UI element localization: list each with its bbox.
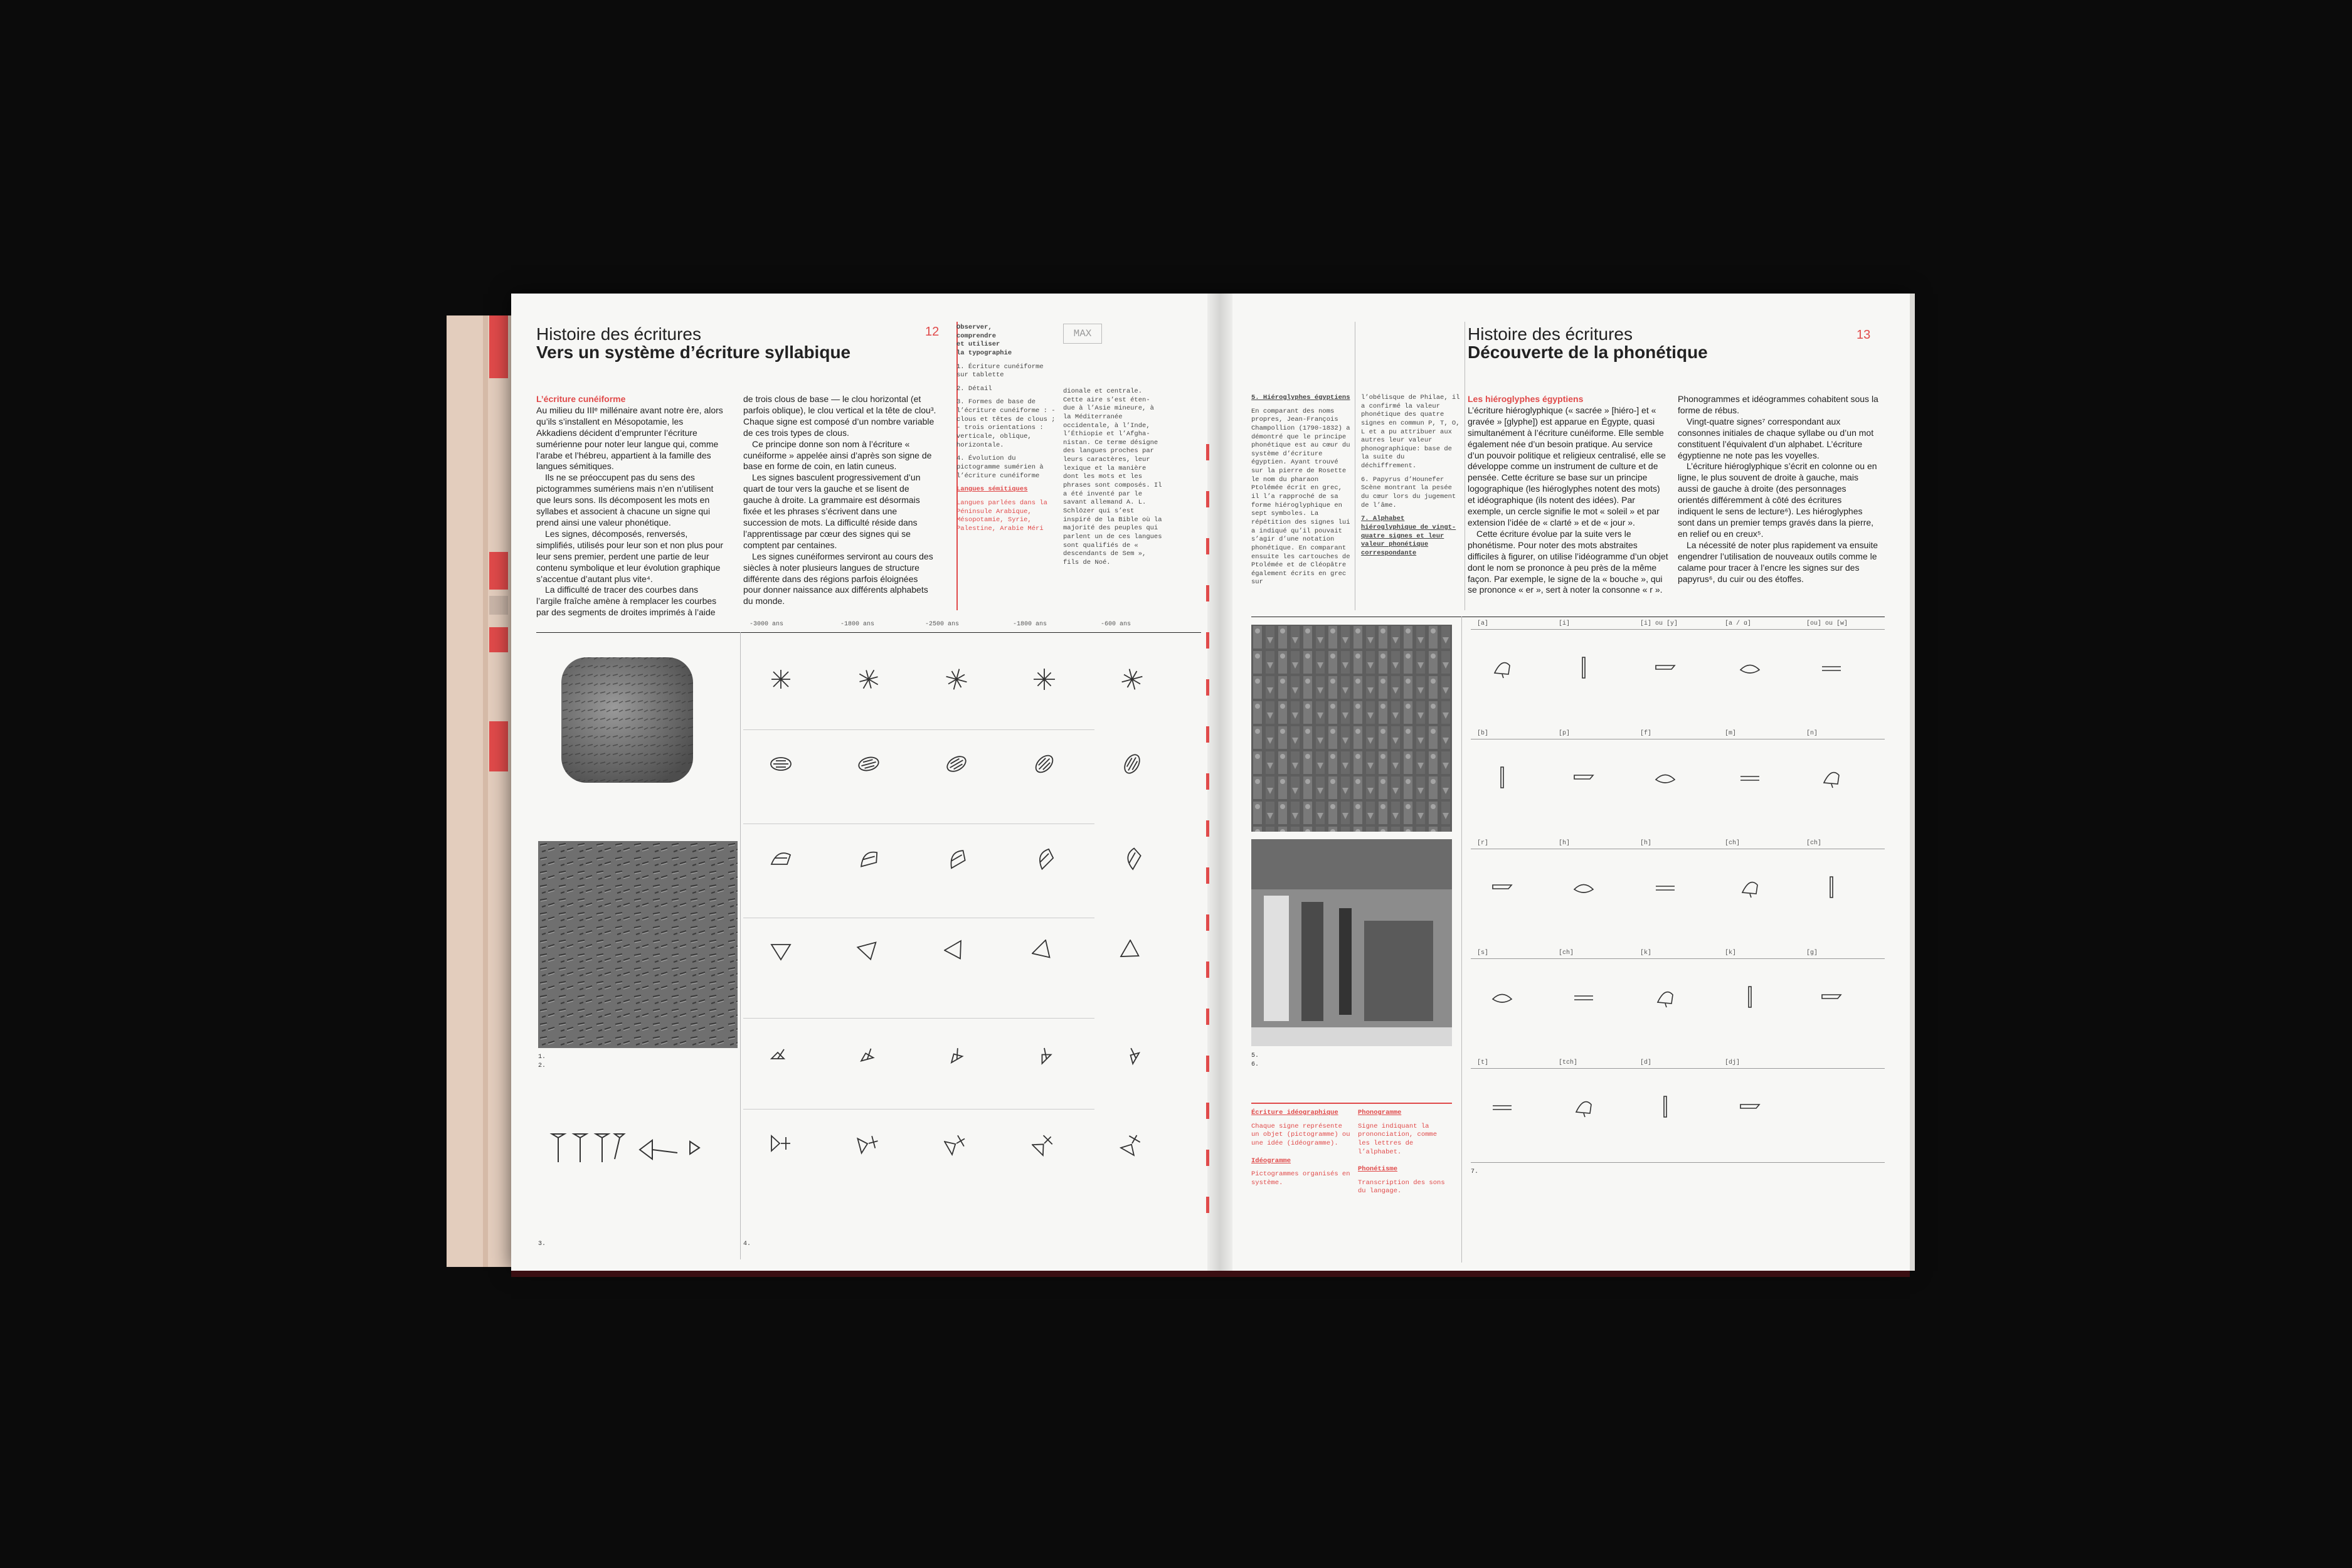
- red-tab-marker: [489, 721, 508, 771]
- cuneiform-glyph: [1120, 940, 1151, 971]
- cuneiform-glyph: [944, 667, 975, 698]
- hieroglyph-sign: [1571, 874, 1609, 905]
- definition-term: Phonétisme: [1358, 1165, 1398, 1173]
- phonetic-value-label: [h]: [1640, 840, 1652, 847]
- phon-row-rule: [1471, 958, 1885, 959]
- cuneiform-glyph: [768, 940, 800, 971]
- red-tab-marker: [489, 627, 508, 652]
- page-stack-edge: [447, 315, 516, 1267]
- margin-notes-right-col2: [1361, 394, 1461, 563]
- definition-term: Phonogramme: [1358, 1109, 1402, 1116]
- cuneiform-glyph: [1120, 667, 1151, 698]
- binding-stitch: [1206, 1150, 1209, 1166]
- cuneiform-glyph: [1120, 1040, 1151, 1071]
- cuneiform-glyph: [1120, 1131, 1151, 1162]
- definition-text: Chaque signe représente un objet (pictogramme) ou une idée (idéogramme).: [1251, 1122, 1350, 1147]
- image-col-divider: [740, 632, 741, 1259]
- hieroglyph-sign: [1571, 654, 1609, 686]
- hieroglyph-sign: [1490, 764, 1527, 795]
- margin-notes-right: [1251, 394, 1352, 592]
- title-line2: Vers un système d’écriture syllabique: [536, 342, 851, 363]
- binding-stitch: [1206, 1009, 1209, 1025]
- cuneiform-glyph: [944, 1131, 975, 1162]
- margin-item: 6. Papyrus d’Hounefer Scène montrant la pesée du cœur lors du jugement de l’âme.: [1361, 475, 1456, 509]
- hieroglyph-sign: [1737, 983, 1775, 1015]
- title-line1: Histoire des écritures: [536, 324, 701, 344]
- phonetic-value-label: [m]: [1725, 730, 1737, 737]
- hieroglyph-sign: [1490, 874, 1527, 905]
- margin-item: 4. Évolution du pictogramme sumérien à l’écriture cunéiforme: [956, 455, 1044, 480]
- hieroglyph-sign: [1653, 764, 1690, 795]
- phonetic-value-label: [tch]: [1559, 1059, 1578, 1066]
- paragraph: La difficulté de tracer des courbes dans l’argile fraîche amène à remplacer les courbes par des segments de droites imprimés à l’aide: [536, 585, 717, 618]
- cuneiform-glyph: [856, 667, 887, 698]
- glyph-row-rule: [743, 729, 1094, 730]
- hieroglyph-sign: [1653, 983, 1690, 1015]
- cuneiform-glyph: [944, 845, 975, 877]
- phonetic-value-label: [a]: [1477, 620, 1489, 627]
- binding-stitch: [1206, 1103, 1209, 1119]
- binding-stitch: [1206, 585, 1209, 601]
- binding-stitch: [1206, 820, 1209, 837]
- binding-stitch: [1206, 632, 1209, 649]
- phon-row-rule: [1471, 1068, 1885, 1069]
- caption-5: 5.: [1251, 1052, 1259, 1059]
- section-subhead: L’écriture cunéiforme: [536, 394, 626, 404]
- date-label: -1800 ans: [1013, 621, 1047, 628]
- binding-stitch: [1206, 914, 1209, 931]
- phonetic-value-label: [k]: [1725, 950, 1737, 956]
- binding-stitch: [1206, 726, 1209, 743]
- clay-tablet-photo: [549, 645, 706, 795]
- cuneiform-glyph: [1032, 667, 1063, 698]
- hieroglyph-sign: [1653, 874, 1690, 905]
- hieroglyphs-photo: [1251, 625, 1452, 832]
- definition-text: Transcription des sons du langage.: [1358, 1179, 1445, 1195]
- glyph-row-rule: [743, 1109, 1094, 1110]
- title-line1: Histoire des écritures: [1468, 324, 1633, 344]
- open-book-spread: [511, 294, 1910, 1271]
- hieroglyph-sign: [1737, 874, 1775, 905]
- cuneiform-glyph: [1032, 1040, 1063, 1071]
- tablet-detail-photo: [538, 841, 738, 1048]
- right-body-col2: [1678, 394, 1878, 585]
- title-line2: Découverte de la phonétique: [1468, 342, 1708, 363]
- margin-item: 7. Alphabet hiéroglyphique de vingt-quatre signes et leur valeur phonétique correspondante: [1361, 515, 1456, 557]
- binding-stitch: [1206, 1197, 1209, 1213]
- paragraph: Les signes, décomposés, renversés, simplifiés, utilisés pour leur son et non plus pour leur sens premier, perdent une partie de leur contenu symbolique et leur évolution graphique s’accentue d’autant plus vite⁴.: [536, 528, 724, 584]
- paragraph: Cette écriture évolue par la suite vers le phonétisme. Pour noter des mots abstraites difficiles à figurer, on utilise l’idéogramme d’un objet dont le nom se prononce à peu près de la même façon. Par exemple, le signe de la « bouche », qui se prononce « er », sert à noter la consonne « r ».: [1468, 528, 1668, 595]
- phonetic-value-label: [k]: [1640, 950, 1652, 956]
- cuneiform-glyph: [1032, 940, 1063, 971]
- hieroglyph-sign: [1571, 983, 1609, 1015]
- phonetic-value-label: [h]: [1559, 840, 1571, 847]
- image-rule: [536, 632, 1201, 633]
- hieroglyph-sign: [1653, 1093, 1690, 1125]
- page-edge-right: [1910, 294, 1915, 1271]
- date-label: -2500 ans: [925, 621, 960, 628]
- hieroglyph-sign: [1819, 764, 1857, 795]
- paragraph: L’écriture hiéroglyphique (« sacrée » [hiéro-] et « gravée » [glyphe]) est apparue en Égypte, quasi simultanément à l’écriture cunéiforme. Elle semble également née d’un besoin pratique. Au service d’un pouvoir politique et religieux centralisé, elle se développe comme un instrument de culture et de pensée. Cette écriture se base sur un principe logographique (les hiéroglyphes notent des mots) et idéographique (ils notent des idées). Par exemple, un cercle signifie le mot « soleil » et par extension l’idée de « clarté » et de « jour ».: [1468, 405, 1666, 527]
- date-label: -600 ans: [1101, 621, 1131, 628]
- book-spine: [1207, 294, 1232, 1271]
- binding-stitch: [1206, 867, 1209, 884]
- cuneiform-glyph: [768, 667, 800, 698]
- section-subhead: Les hiéroglyphes égyptiens: [1468, 394, 1584, 404]
- papyrus-hounefer-photo: [1251, 839, 1452, 1046]
- paragraph: Les signes basculent progressivement d’un quart de tour vers la gauche et se lisent de gauche à droite. La grammaire est désormais fixée et les phrases s’écrivent dans une succession de mots. La difficulté réside dans l’apprentissage par cœur des signes qui se comptent par centaines.: [743, 472, 921, 550]
- cuneiform-glyph: [944, 751, 975, 783]
- binding-stitch: [1206, 679, 1209, 696]
- left-body-col1: [536, 394, 724, 618]
- paragraph: Au milieu du IIIᵉ millénaire avant notre ère, alors qu’ils s’installent en Mésopotamie, les Akkadiens décident d’emprunter l’écriture sumérienne pour noter leur langue qui, comme l’arabe et l’hébreu, appartient à la famille des langues sémitiques.: [536, 405, 723, 472]
- caption-2: 2.: [538, 1062, 546, 1069]
- margin-red-heading: Langues sémitiques: [956, 485, 1028, 494]
- phonetic-value-label: [p]: [1559, 730, 1571, 737]
- margin-item: En comparant des noms propres, Jean-François Champollion (1790-1832) a démontré que le principe phonétique est au cœur du système d’écriture égyptien. Ayant trouvé sur la pierre de Rosette le nom du pharaon Ptolémée écrit en grec, il l’a rapproché de sa forme hiéroglyphique en sept symboles. La répétition des signes lui a indiqué qu’il pouvait s’agir d’une notation phonétique. En comparant ensuite les cartouches de Ptolémée et de Cléopâtre également écrits en grec sur: [1251, 407, 1350, 586]
- phonetic-value-label: [ch]: [1725, 840, 1740, 847]
- definitions-rule: [1251, 1103, 1452, 1104]
- phon-row-rule: [1471, 629, 1885, 630]
- cuneiform-glyph: [944, 940, 975, 971]
- right-body-col1: [1468, 394, 1668, 596]
- page-number-right: 13: [1857, 328, 1871, 342]
- phonetic-value-label: [i] ou [y]: [1640, 620, 1678, 627]
- definition-text: Signe indiquant la prononciation, comme les lettres de l’alphabet.: [1358, 1122, 1438, 1156]
- red-tab-marker: [489, 552, 508, 590]
- phonetic-value-label: [n]: [1806, 730, 1818, 737]
- binding-stitch: [1206, 444, 1209, 460]
- paragraph: Vingt-quatre signes⁷ correspondant aux consonnes initiales de chaque syllabe ou d’un mot constituent l’équivalent d’un alphabet. L’écriture égyptienne ne note pas les voyelles.: [1678, 416, 1874, 460]
- margin-notes-left-col2: [1063, 388, 1163, 572]
- hieroglyph-sign: [1490, 983, 1527, 1015]
- caption-6: 6.: [1251, 1061, 1259, 1068]
- hieroglyph-sign: [1571, 1093, 1609, 1125]
- hieroglyph-sign: [1819, 654, 1857, 686]
- cuneiform-glyph: [768, 1040, 800, 1071]
- hieroglyph-sign: [1490, 1093, 1527, 1125]
- definition-text: Pictogrammes organisés en système.: [1251, 1170, 1350, 1187]
- definition-term: Idéogramme: [1251, 1157, 1291, 1165]
- hieroglyph-sign: [1737, 654, 1775, 686]
- cuneiform-glyph: [856, 1131, 887, 1162]
- hieroglyph-sign: [1653, 654, 1690, 686]
- phonetic-value-label: [t]: [1477, 1059, 1489, 1066]
- paragraph: Phonogrammes et idéogrammes cohabitent sous la forme de rébus.: [1678, 394, 1878, 415]
- hieroglyph-sign: [1737, 764, 1775, 795]
- left-body-col2: [743, 394, 938, 607]
- grey-tab-marker: [489, 596, 508, 615]
- binding-stitch: [1206, 961, 1209, 978]
- margin-red-text: Langues parlées dans la Péninsule Arabique, Mésopotamie, Syrie, Palestine, Arabie Méri: [956, 499, 1047, 532]
- paragraph: Ce principe donne son nom à l’écriture « cunéiforme » appelée ainsi d’après son signe de base en forme de coin, en latin cuneus.: [743, 438, 932, 472]
- margin-text: dionale et centrale. Cette aire s’est éten- due à l’Asie mineure, à la Méditerranée occidentale, à l’Inde, l’Éthiopie et l’Afgha- nistan. Ce terme désigne des langues proches par leurs caractères, leur lexique et la manière dont les mots et les phrases sont composés. Il a été inventé par le savant allemand A. L. Schlözer qui s’est inspiré de la Bible où la majorité des peuples qui parlent un de ces langues sont qualifiés de « descendants de Sem », fils de Noé.: [1063, 388, 1162, 566]
- phonetic-value-label: [b]: [1477, 730, 1489, 737]
- cuneiform-glyph: [944, 1040, 975, 1071]
- phonetic-value-label: [ou] ou [w]: [1806, 620, 1848, 627]
- caption-4: 4.: [743, 1241, 751, 1248]
- definition-term: Écriture idéographique: [1251, 1109, 1338, 1116]
- phonetic-value-label: [a / ɑ]: [1725, 620, 1752, 627]
- cuneiform-glyph: [1120, 845, 1151, 877]
- phonetic-value-label: [i]: [1559, 620, 1571, 627]
- page-number-left: 12: [925, 325, 940, 339]
- cuneiform-glyph: [768, 845, 800, 877]
- caption-1: 1.: [538, 1054, 546, 1061]
- paragraph: L’écriture hiéroglyphique s’écrit en colonne ou en ligne, le plus souvent de droite à gauche, mais aussi de gauche à droite (des personnages orientés différemment à côté des écritures indiquent le sens de lecture⁶). Les hiéroglyphes sont dans un premier temps gravés dans la pierre, en relief ou en creux⁵.: [1678, 461, 1877, 539]
- max-logo: MAX: [1063, 324, 1102, 344]
- cuneiform-glyph: [1032, 845, 1063, 877]
- phonetic-value-label: [g]: [1806, 950, 1818, 956]
- cuneiform-glyph: [856, 940, 887, 971]
- cuneiform-glyph: [1032, 1131, 1063, 1162]
- caption-3: 3.: [538, 1241, 546, 1248]
- binding-stitch: [1206, 773, 1209, 790]
- phonetic-value-label: [s]: [1477, 950, 1489, 956]
- binding-stitch: [1206, 538, 1209, 554]
- glyph-row-rule: [743, 1018, 1094, 1019]
- hieroglyph-sign: [1737, 1093, 1775, 1125]
- phonetic-value-label: [d]: [1640, 1059, 1652, 1066]
- margin-heading: Observer, comprendre et utiliser la typographie: [956, 324, 1012, 357]
- cuneiform-glyph: [1032, 751, 1063, 783]
- left-page-title: [536, 325, 850, 362]
- margin-item: l’obélisque de Philae, il a confirmé la valeur phonétique des quatre signes en commun P, T, O, L et a pu attribuer aux autres leur valeur phonographique: base de la suite du déchiffrement.: [1361, 394, 1460, 470]
- phonetic-value-label: [ch]: [1559, 950, 1574, 956]
- cuneiform-glyph: [1120, 751, 1151, 783]
- margin-item: 2. Détail: [956, 384, 992, 393]
- phonetic-value-label: [dj]: [1725, 1059, 1740, 1066]
- hieroglyph-sign: [1819, 874, 1857, 905]
- paragraph: La nécessité de noter plus rapidement va ensuite engendrer l’utilisation de nouveaux outils comme le calame pour tracer à l’encre les signes sur des papyrus⁶, du cuir ou des étoffes.: [1678, 539, 1878, 584]
- phon-bottom-rule: [1471, 1162, 1885, 1163]
- margin-notes-left: [956, 324, 1057, 538]
- date-label: -3000 ans: [750, 621, 784, 628]
- cuneiform-glyph: [768, 751, 800, 783]
- hieroglyph-sign: [1490, 654, 1527, 686]
- cuneiform-glyph: [856, 1040, 887, 1071]
- margin-item: 3. Formes de base de l’écriture cunéiforme : - clous et têtes de clous ; - trois orientations : verticale, oblique, horizontale.: [956, 398, 1056, 449]
- paragraph: de trois clous de base — le clou horizontal (et parfois oblique), le clou vertical et la tête de clou³. Chaque signe est composé d’un nombre variable de ces trois types de clous.: [743, 394, 936, 438]
- hieroglyph-sign: [1819, 983, 1857, 1015]
- page-edge-bottom: [511, 1271, 1910, 1277]
- cuneiform-base-forms: [546, 1128, 709, 1178]
- paragraph: Ils ne se préoccupent pas du sens des pictogrammes sumériens mais n’en n’utilisent que leurs sons. Ils décomposent les mots en syllabes et associent à chacune un signe qui prend ainsi une valeur phonétique.: [536, 472, 714, 527]
- right-page-title: [1468, 325, 1708, 362]
- cuneiform-glyph: [768, 1131, 800, 1162]
- cuneiform-glyph: [856, 751, 887, 783]
- phonetic-value-label: [ch]: [1806, 840, 1822, 847]
- date-label: -1800 ans: [840, 621, 875, 628]
- margin-item: 5. Hiéroglyphes égyptiens: [1251, 394, 1350, 401]
- hieroglyph-sign: [1571, 764, 1609, 795]
- caption-7: 7.: [1471, 1168, 1479, 1175]
- margin-item: 1. Écriture cunéiforme sur tablette: [956, 363, 1044, 379]
- red-tab-marker: [489, 315, 508, 378]
- phonetic-value-label: [f]: [1640, 730, 1652, 737]
- paragraph: Les signes cunéiformes serviront au cours des siècles à noter plusieurs langues de structure différente dans des régions parfois éloignées pour donner naissance aux différents alphabets du monde.: [743, 551, 933, 607]
- phon-col-divider: [1461, 617, 1462, 1263]
- phonetic-value-label: [r]: [1477, 840, 1489, 847]
- binding-stitch: [1206, 1056, 1209, 1072]
- cuneiform-glyph: [856, 845, 887, 877]
- binding-stitch: [1206, 491, 1209, 507]
